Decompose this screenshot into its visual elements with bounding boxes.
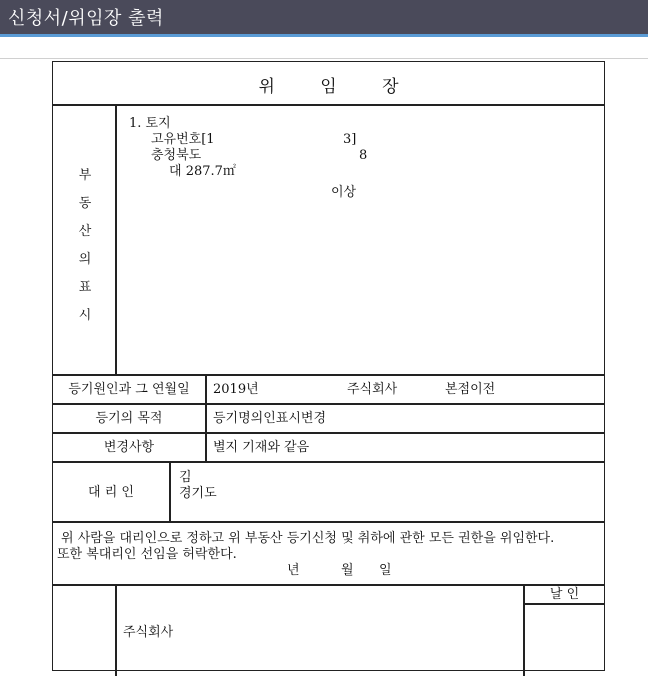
cause-detail: 본점이전 (445, 382, 496, 397)
agent-name: 김 (179, 470, 192, 485)
date-day-char: 일 (379, 563, 392, 578)
title-char: 장 (382, 77, 399, 97)
column-divider (169, 463, 171, 521)
row-divider (53, 584, 604, 586)
date-year-char: 년 (287, 563, 300, 578)
header-accent-bar (0, 34, 648, 37)
property-line-2-tail: 3] (343, 132, 357, 147)
cause-company: 주식회사 (347, 382, 398, 397)
property-line-3-tail: 8 (359, 148, 368, 163)
property-line-2: 고유번호[1 (151, 132, 215, 147)
row-divider (53, 374, 604, 376)
statement-line-2: 또한 복대리인 선임을 허락한다. (57, 547, 237, 562)
title-char: 위 (258, 77, 275, 97)
property-line-1: 1. 토지 (129, 116, 171, 131)
app-title: 신청서/위임장 출력 (8, 8, 164, 29)
divider (0, 58, 648, 59)
delegator-company: 주식회사 (123, 625, 174, 640)
row-divider (53, 432, 604, 434)
agent-label: 대 리 인 (88, 485, 134, 500)
row-divider (53, 521, 604, 523)
column-divider (205, 376, 207, 462)
row-divider (53, 461, 604, 463)
property-line-4: 대 287.7㎡ (169, 164, 236, 179)
column-divider (115, 106, 117, 374)
app-header (0, 0, 648, 34)
title-char: 임 (320, 77, 337, 97)
row-divider (53, 104, 604, 106)
seal-divider (525, 603, 604, 605)
property-end: 이상 (331, 185, 357, 200)
property-label: 부 동 산 의 표 시 (78, 168, 92, 323)
row-divider (53, 403, 604, 405)
document-title (53, 72, 604, 97)
changes-label: 변경사항 (103, 440, 155, 455)
property-line-3: 충청북도 (151, 148, 202, 163)
seal-label: 날 인 (549, 587, 580, 602)
purpose-label: 등기의 목적 (95, 411, 163, 426)
cause-year: 2019년 (213, 382, 259, 397)
cause-label: 등기원인과 그 연월일 (68, 382, 190, 397)
agent-address: 경기도 (179, 486, 217, 501)
power-of-attorney-document (52, 61, 605, 671)
statement-line-1: 위 사람을 대리인으로 정하고 위 부동산 등기신청 및 취하에 관한 모든 권한을 위임한다. (61, 531, 555, 546)
purpose-value: 등기명의인표시변경 (213, 411, 327, 426)
changes-value: 별지 기재와 같음 (213, 440, 310, 455)
date-month-char: 월 (341, 563, 354, 578)
